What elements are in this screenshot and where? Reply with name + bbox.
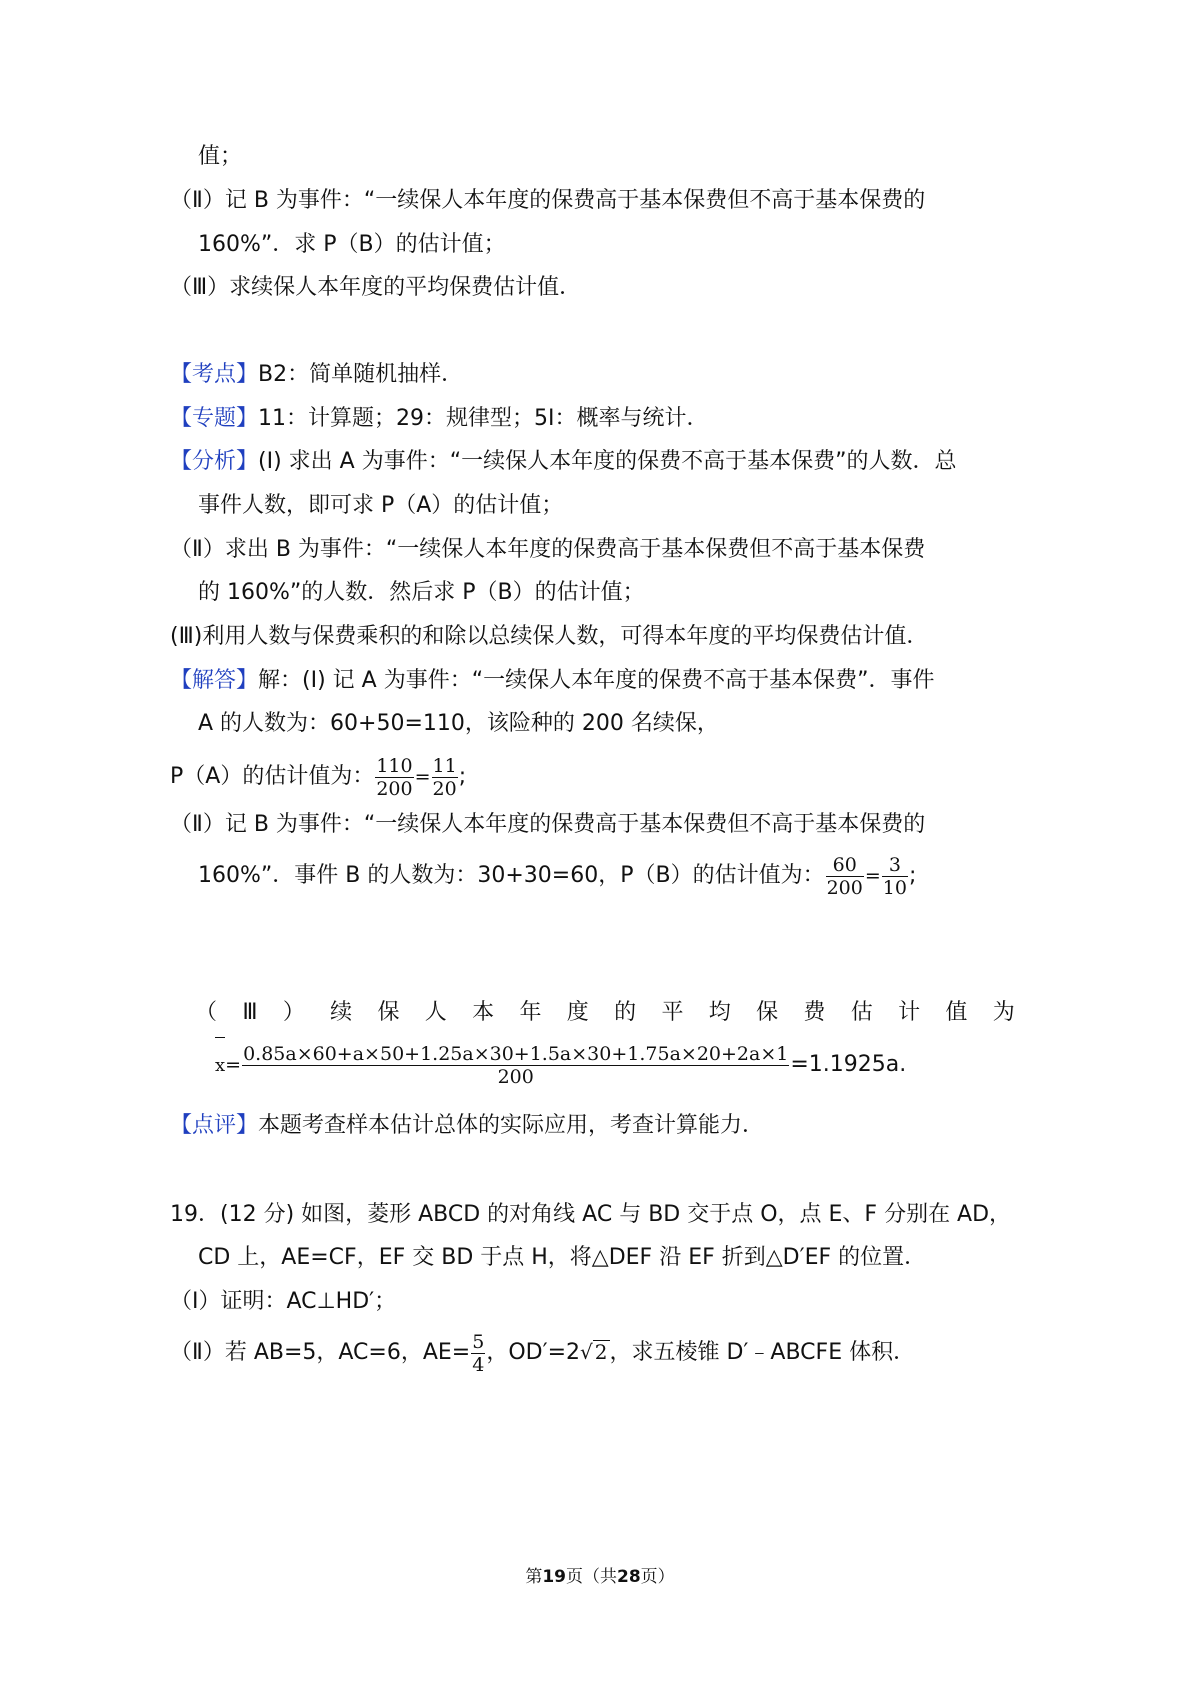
- jieda-text: 解：(Ⅰ) 记 A 为事件：“一续保人本年度的保费不高于基本保费”．事件: [258, 668, 935, 693]
- denominator: 20: [432, 777, 457, 800]
- equals-sign: =: [864, 865, 881, 887]
- char: 度: [566, 1000, 589, 1025]
- char: 保: [377, 1000, 400, 1025]
- char: 本: [472, 1000, 495, 1025]
- footer-mid: 页（共: [566, 1567, 617, 1587]
- numerator: 0.85a×60+a×50+1.25a×30+1.5a×30+1.75a×20+2a×1: [243, 1042, 789, 1065]
- formula-suffix: ，求五棱锥 D′﹣ABCFE 体积．: [609, 1340, 916, 1365]
- char: （: [195, 1000, 218, 1025]
- denominator: 200: [376, 777, 413, 800]
- formula-line-mean: [215, 1038, 906, 1092]
- text-line: (Ⅲ)利用人数与保费乘积的和除以总续保人数，可得本年度的平均保费估计值．: [170, 624, 929, 649]
- text-line: （Ⅱ）记 B 为事件：“一续保人本年度的保费高于基本保费但不高于基本保费的: [170, 812, 926, 837]
- kaodian-text: B2：简单随机抽样．: [258, 362, 464, 387]
- numerator: 5: [472, 1330, 485, 1353]
- question-19-line: 19．(12 分) 如图，菱形 ABCD 的对角线 AC 与 BD 交于点 O，点 E、F 分别在 AD，: [170, 1202, 1012, 1227]
- char: 计: [898, 1000, 921, 1025]
- numerator: 60: [826, 854, 864, 877]
- text-line: （Ⅰ）证明：AC⊥HD′；: [170, 1289, 397, 1314]
- numerator: 3: [882, 854, 908, 877]
- char: 估: [850, 1000, 873, 1025]
- x-bar: x: [215, 1039, 225, 1093]
- justified-line: [195, 998, 1015, 1028]
- fraction: [432, 755, 458, 800]
- dianping-tag: 【点评】: [170, 1113, 259, 1138]
- fraction: [242, 1043, 789, 1088]
- text-line: 值；: [198, 144, 243, 169]
- char: 费: [803, 1000, 826, 1025]
- equals-sign: =: [225, 1054, 242, 1076]
- denominator: 200: [497, 1065, 534, 1088]
- formula-result: =1.1925a.: [790, 1052, 907, 1077]
- denominator: 10: [882, 876, 907, 899]
- fenxi-text: (Ⅰ) 求出 A 为事件：“一续保人本年度的保费不高于基本保费”的人数．总: [258, 449, 957, 474]
- formula-prefix: P（A）的估计值为：: [170, 764, 375, 789]
- char: 保: [756, 1000, 779, 1025]
- char: 为: [992, 1000, 1015, 1025]
- footer-pre: 第: [525, 1567, 543, 1587]
- formula-suffix: ;: [908, 863, 917, 888]
- page-footer: [0, 1562, 1200, 1587]
- zhuanti-text: 11：计算题；29：规律型；5I：概率与统计．: [258, 406, 709, 431]
- kaodian-tag: 【考点】: [170, 362, 259, 387]
- dianping-line: [170, 1111, 764, 1141]
- fenxi-line: [170, 447, 957, 477]
- formula-prefix: 160%”．事件 B 的人数为：30+30=60，P（B）的估计值为：: [198, 863, 825, 888]
- char: 值: [945, 1000, 968, 1025]
- char: 续: [330, 1000, 353, 1025]
- denominator: 200: [826, 876, 863, 899]
- text-line: 事件人数，即可求 P（A）的估计值；: [198, 493, 564, 518]
- char: 人: [424, 1000, 447, 1025]
- text-line: A 的人数为：60+50=110，该险种的 200 名续保，: [198, 711, 719, 736]
- formula-line-q19: [170, 1327, 915, 1377]
- text-line: （Ⅲ）求续保人本年度的平均保费估计值．: [170, 275, 582, 300]
- fraction: [375, 755, 413, 800]
- kaodian-line: [170, 360, 463, 390]
- text-line: （Ⅱ）求出 B 为事件：“一续保人本年度的保费高于基本保费但不高于基本保费: [170, 537, 926, 562]
- equals-sign: =: [414, 766, 431, 788]
- footer-post: 页）: [640, 1567, 675, 1587]
- fenxi-tag: 【分析】: [170, 449, 259, 474]
- char: ）: [282, 1000, 305, 1025]
- char: 的: [614, 1000, 637, 1025]
- page-number: 19: [542, 1567, 566, 1587]
- fraction: [882, 854, 908, 899]
- page-total: 28: [617, 1567, 641, 1587]
- text-line: 160%”．求 P（B）的估计值；: [198, 232, 506, 257]
- char: 年: [519, 1000, 542, 1025]
- zhuanti-tag: 【专题】: [170, 406, 259, 431]
- char: Ⅲ: [242, 1000, 258, 1025]
- fraction: [826, 854, 864, 899]
- char: 均: [708, 1000, 731, 1025]
- formula-mid: ，OD′=2: [486, 1340, 581, 1365]
- sqrt-sign: √: [580, 1340, 593, 1364]
- jieda-tag: 【解答】: [170, 668, 259, 693]
- dianping-text: 本题考查样本估计总体的实际应用，考查计算能力．: [258, 1113, 765, 1138]
- numerator: 110: [376, 754, 413, 777]
- text-line: CD 上，AE=CF，EF 交 BD 于点 H，将△DEF 沿 EF 折到△D′EF 的位置．: [198, 1245, 927, 1270]
- text-line: （Ⅱ）记 B 为事件：“一续保人本年度的保费高于基本保费但不高于基本保费的: [170, 188, 926, 213]
- jieda-line: [170, 666, 935, 696]
- denominator: 4: [472, 1353, 485, 1376]
- formula-line-pa: [170, 753, 466, 801]
- formula-line-pb: [198, 852, 916, 900]
- formula-suffix: ;: [458, 764, 467, 789]
- fraction: [471, 1331, 485, 1376]
- sqrt-radicand: 2: [594, 1340, 608, 1364]
- text-line: 的 160%”的人数．然后求 P（B）的估计值；: [198, 580, 645, 605]
- formula-prefix: （Ⅱ）若 AB=5，AC=6，AE=: [170, 1340, 471, 1365]
- numerator: 11: [432, 754, 457, 777]
- zhuanti-line: [170, 404, 709, 434]
- char: 平: [661, 1000, 684, 1025]
